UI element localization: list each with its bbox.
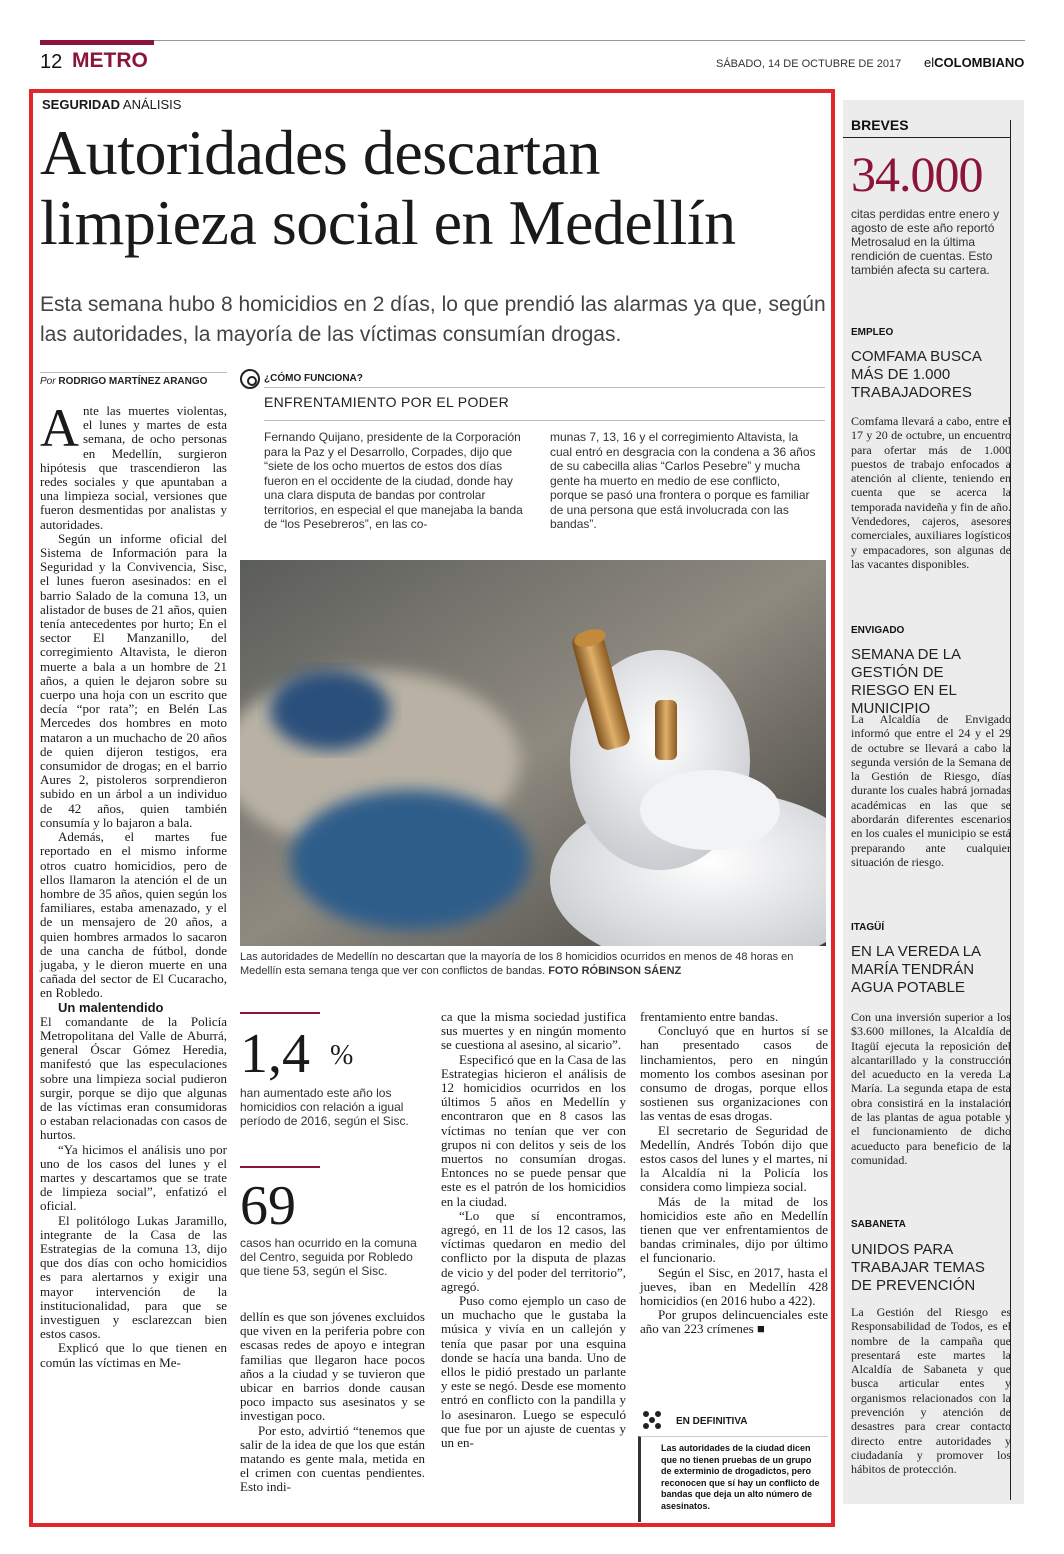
stat-number: 1,4 [240, 1023, 310, 1085]
newspaper-brand [924, 55, 1024, 70]
sidebar-item-title: UNIDOS PARA TRABAJAR TEMAS DE PREVENCIÓN [851, 1241, 985, 1294]
page-number: 12 [40, 51, 63, 73]
stat-rule [240, 1166, 320, 1168]
kicker-light: ANÁLISIS [122, 97, 182, 112]
divider [264, 420, 825, 421]
paragraph: El politólogo Lukas Jaramillo, integrante de la Casa de las Estrategias de la comuna 13, dijo que dos días con ocho homicidios es para alertarnos y exigir una mayor intervención de la institucionalidad, para que se investiguen y esclarezcan bien estos casos. [40, 1212, 227, 1342]
en-definitiva-box [638, 1406, 828, 1524]
como-funciona-label: ¿CÓMO FUNCIONA? [264, 373, 363, 384]
deck: Esta semana hubo 8 homicidios en 2 días, lo que prendió las alarmas ya que, según las autoridades, la mayoría de las víctimas consumían drogas. [40, 293, 826, 346]
stat-text: han aumentado este año los homicidios con relación a igual período de 2016, según el Sisc. [240, 1086, 409, 1128]
brand-prefix: el [924, 55, 935, 70]
sidebar-item-body: Con una inversión superior a los $3.600 millones, la Alcaldía de Itagüí ejecuta la reposición del alcantarillado y la construcción del acueducto en la vereda La María. La segunda etapa de esta obra consistirá en la instalación de las plantas de agua potable y el funcionamiento de dicho acueducto para beneficio de la comunidad. [851, 1010, 1011, 1167]
sidebar-header-rule [843, 137, 1010, 138]
section-accent-bar [40, 40, 154, 45]
article-column-3 [441, 1010, 626, 1450]
paragraph: Por grupos delincuenciales este año van 223 crímenes ■ [640, 1307, 828, 1337]
paragraph: Por esto, advirtió “tenemos que salir de la idea de que los que están matando es gente mala, metida en el crimen con cuentas pendientes. Esto indi- [240, 1422, 425, 1495]
stat-unit: % [330, 1040, 354, 1071]
paragraph: El secretario de Seguridad de Medellín, Andrés Tobón dijo que estos casos del lunes y el martes, ni la Alcaldía ni la Policía los considera como limpieza social. [640, 1122, 828, 1195]
puzzle-dots-icon [640, 1408, 664, 1432]
paragraph: frentamiento entre bandas. [640, 1009, 779, 1024]
sidebar-item-title: SEMANA DE LA GESTIÓN DE RIESGO EN EL MUNICIPIO [851, 646, 961, 717]
sidebar-item-body: La Gestión del Riesgo es Responsabilidad de Todos, es el nombre de la campaña que presentará este martes la Alcaldía de Sabaneta y que busca articular entes y organismos relacionados con la prevención y atención de desastres para crear contacto directo entre autoridades y ciudadanía y promover los hábitos de protección. [851, 1305, 1011, 1477]
subhead: Un malentendido [58, 999, 164, 1015]
en-definitiva-text: Las autoridades de la ciudad dicen que no tienen pruebas de un grupo de exterminio de drogadictos, pero reconocen que sí hay un conflicto de bandas que deja un alto número de asesinatos. [638, 1436, 828, 1522]
byline-prefix: Por [40, 376, 56, 387]
top-rule [40, 40, 1025, 41]
byline-name: RODRIGO MARTÍNEZ ARANGO [58, 376, 208, 387]
section-name: METRO [72, 49, 148, 72]
byline [40, 372, 227, 387]
sidebar-item-title: EN LA VEREDA LA MARÍA TENDRÁN AGUA POTABLE [851, 943, 981, 996]
paragraph: “Lo que sí encontramos, agregó, en 11 de los 12 casos, las víctimas quedaron en medio del conflicto por la disputa de plazas de vicio y del poder del territorio”, agregó. [441, 1207, 626, 1294]
como-funciona-col-b: munas 7, 13, 16 y el corregimiento Altavista, la cual entró en desgracia con la condena a 36 años de su cabecilla alias “Carlos Pesebre” y mucha gente ha muerto en medio de ese conflicto, porque se pasó una frontera o porque es familiar de una persona que está involucrada con las bandas”. [550, 430, 816, 531]
sidebar-category: ITAGÜÍ [851, 922, 885, 933]
sidebar-category: ENVIGADO [851, 625, 905, 636]
dropcap: A [40, 398, 79, 458]
stat-number: 69 [240, 1175, 296, 1237]
article-column-1 [40, 398, 227, 1370]
divider [264, 387, 825, 388]
article-kicker [42, 97, 181, 112]
como-funciona-box [240, 369, 825, 542]
paragraph: Además, el martes fue reportado en el mismo informe otros cuatro homicidios, pero de ellos llamaron la atención el de un hombre de 35 años, quien según los familiares, estaba amenazado, y el de un mensajero de 20 años, a quien hombres armados lo sacaron de una cancha de fútbol, donde jugaba, y le dieron muerte en una cañada del sector de El Cucaracho, en Robledo. [40, 829, 227, 1001]
headline: Autoridades descartan limpieza social en Medellín [40, 117, 736, 258]
como-funciona-col-a: Fernando Quijano, presidente de la Corporación para la Paz y el Desarrollo, Corpades, dijo que “siete de los ocho muertos de estos dos días fueron en el occidente de la ciudad, donde hay una clara disputa de bandas por controlar territorios, en especial el que manejaba la banda de “los Pesebreros”, en las co- [264, 430, 523, 531]
paragraph: Según el Sisc, en 2017, hasta el jueves, iban en Medellín 428 homicidios (en 2016 hubo a 422). [640, 1264, 828, 1309]
sidebar-item-body: Comfama llevará a cabo, entre el 17 y 20 de octubre, un encuentro para ofertar más de 1.000 puestos de trabajo enfocados a atención al cliente, teniendo en cuenta que se acerca la temporada navideña y fin de año. Vendedores, cajeros, asesores comerciales, auxiliares logísticos y empacadores, son algunas de las vacantes disponibles. [851, 414, 1011, 571]
sidebar-category: SABANETA [851, 1219, 906, 1230]
paragraph: Puso como ejemplo un caso de un muchacho que le gustaba la música y vivía en un callejón y tenía que pasar por una esquina donde se hacía una banda. Uno de ellos le pidió prestado un parlante y este se negó. Desde ese momento entró en conflicto con la pandilla y lo asesinaron. Luego se especuló que fue por un ajuste de cuentas y un en- [441, 1293, 626, 1451]
stat-text: casos han ocurrido en la comuna del Centro, seguida por Robledo que tiene 53, según el Sisc. [240, 1236, 417, 1278]
paragraph: Especificó que en la Casa de las Estrategias hicieron el análisis de 12 homicidios ocurridos en los últimos 5 años en Medellín y encontraron que en 8 casos las víctimas no tenían que ver con grupos ni con delitos y seis de los muertos no consumían drogas. Entonces no se puede pensar que este es el patrón de los homicidios en la ciudad. [441, 1051, 626, 1209]
article-column-2 [240, 1310, 425, 1495]
article-column-4 [640, 1010, 828, 1337]
brand-name: COLOMBIANO [934, 55, 1025, 70]
sidebar-item-body: La Alcaldía de Envigado informó que entre el 24 y el 29 de octubre se llevará a cabo la segunda versión de la Semana de la Gestión de Riesgo, días durante los cuales habrá jornadas académicas en las que se abordarán diferentes escenarios en los cuales el municipio se está preparando ante cualquier situación de riesgo. [851, 712, 1011, 869]
paragraph: Ante las muertes violentas, el lunes y martes de esta semana, de ocho personas en Medellín, surgieron hipótesis que trascendieron las redes sociales y que apuntaban a una limpieza social, versiones que fueron desmentidas por analistas y autoridades. [40, 398, 227, 532]
paragraph: El comandante de la Policía Metropolitana del Valle de Aburrá, general Óscar Gómez Heredia, manifestó que las especulaciones sobre una limpieza social pudieron surgir, porque se dijo que algunas de las víctimas eran consumidoras o estaban relacionadas con casos de hurtos. [40, 1013, 227, 1143]
paragraph: Más de la mitad de los homicidios este año en Medellín tienen que ver enfrentamientos de bandas criminales, dijo por último el funcionario. [640, 1193, 828, 1266]
sidebar-header: BREVES [851, 117, 909, 133]
photo-credit: FOTO RÓBINSON SÁENZ [548, 965, 682, 977]
en-definitiva-label: EN DEFINITIVA [676, 1416, 748, 1427]
kicker-bold: SEGURIDAD [42, 97, 121, 112]
paragraph: Según un informe oficial del Sistema de Información para la Seguridad y la Convivencia, Sisc, el lunes fueron asesinados: en el barrio Salado de la comuna 13, un alistador de buses de 21 años, quien tenía antecedentes por hurto; En el sector El Manzanillo, del corregimiento Altavista, le dieron muerte a bala a un hombre de 21 años, a quien le dejaron sobre su cuerpo una hoja con un escrito que decía “por rata”; en Belén Las Mercedes dos hombres en moto mataron a un muchacho de 20 años de quien dijeron testigos, era consumidor de drogas; en el barrio Aures 2, pistoleros sorprendieron subido en un árbol a un individuo de 42 años, quien también consumía y lo bajaron a bala. [40, 530, 227, 830]
forensic-bullet-photo [240, 560, 826, 946]
issue-date: SÁBADO, 14 DE OCTUBRE DE 2017 [716, 58, 902, 70]
photo-caption: Las autoridades de Medellín no descartan que la mayoría de los 8 homicidios ocurridos en menos de 48 horas en Medellín esta semana tenga que ver con conflictos de bandas. FOTO RÓBINSON SÁENZ [240, 951, 794, 977]
paragraph: Concluyó que en hurtos sí se han presentado casos de linchamientos, pero en ningún momento los combos asesinan por consumo de drogas, porque ellos sostienen sus organizaciones con las ventas de esas drogas. [640, 1023, 828, 1124]
sidebar-big-text: citas perdidas entre enero y agosto de este año reportó Metrosalud en la última rendición de cuentas. Esto también afecta su cartera. [851, 207, 1000, 277]
stat-rule [240, 1012, 320, 1014]
paragraph: “Ya hicimos el análisis uno por uno de los casos del lunes y el martes y descartamos que se trate de limpieza social”, enfatizó el oficial. [40, 1141, 227, 1214]
paragraph: ca que la misma sociedad justifica sus muertes y en ningún momento se cuestiona al asesino, al sicario”. [441, 1009, 626, 1053]
gears-icon [240, 369, 260, 389]
como-funciona-title: ENFRENTAMIENTO POR EL PODER [264, 394, 510, 410]
paragraph: Explicó que lo que tienen en común las víctimas en Me- [40, 1340, 227, 1370]
sidebar-item-title: COMFAMA BUSCA MÁS DE 1.000 TRABAJADORES [851, 348, 982, 401]
sidebar-category: EMPLEO [851, 327, 894, 338]
sidebar-big-number: 34.000 [851, 146, 983, 202]
article-photo [240, 560, 826, 946]
paragraph: dellín es que son jóvenes excluidos que viven en la periferia pobre con escasas redes de apoyo e integran familias que llegaron hace pocos años a la ciudad y se tuvieron que ubicar en barrios donde causan poco impacto sus asesinatos y se investigan poco. [240, 1309, 425, 1424]
